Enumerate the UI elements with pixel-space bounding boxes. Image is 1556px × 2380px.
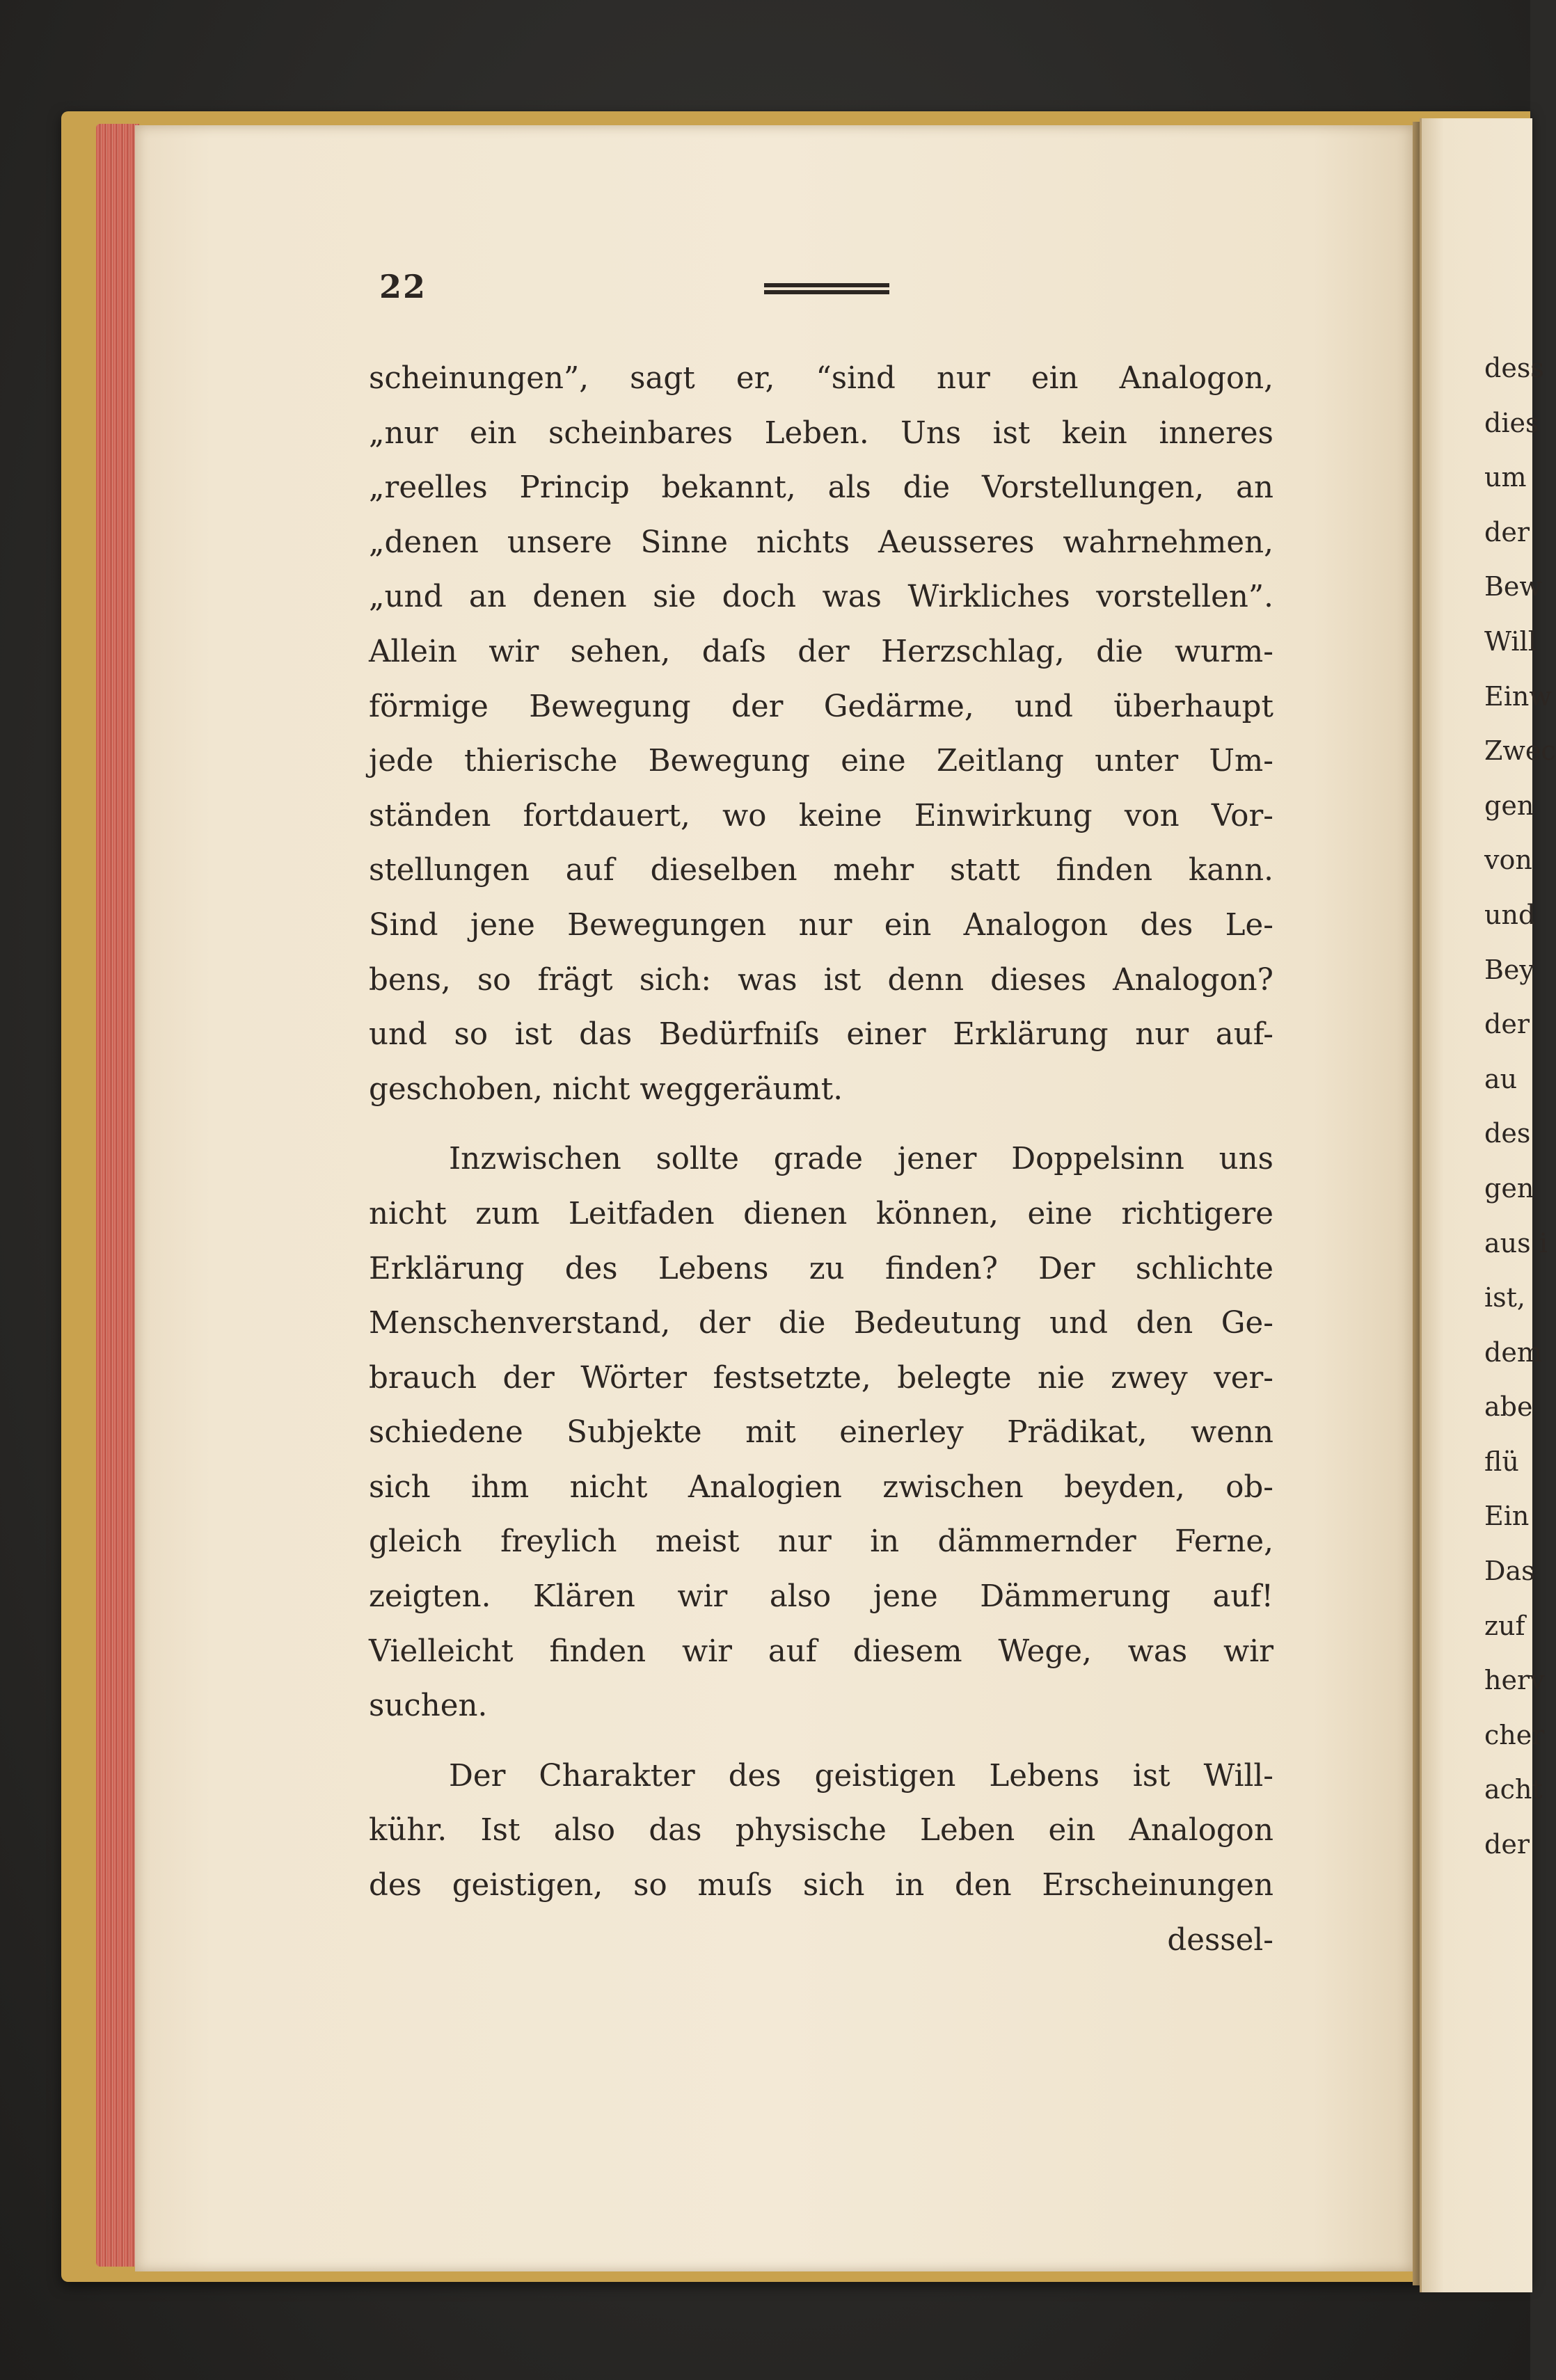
text-line: Der Charakter des geistigen Lebens ist Will- [449, 1758, 1273, 1794]
text-line: suchen. [369, 1688, 488, 1724]
next-page-fragment: gen [1484, 790, 1534, 821]
text-line: brauch der Wörter festsetzte, belegte nie zwey ver- [369, 1360, 1273, 1396]
next-page-fragment: Bey [1484, 954, 1534, 985]
next-page-fragments [1484, 341, 1556, 1872]
next-page-fragment: Das [1484, 1556, 1535, 1587]
text-line: des geistigen, so muſs sich in den Erscheinungen [369, 1868, 1273, 1903]
next-page-fragment: der [1484, 516, 1530, 548]
text-line: förmige Bewegung der Gedärme, und überhaupt [369, 689, 1273, 724]
text-line: Menschenverstand, der die Bedeutung und den Ge- [369, 1306, 1273, 1341]
text-line: „nur ein scheinbares Leben. Uns ist kein inneres [369, 415, 1273, 451]
text-line: Inzwischen sollte grade jener Doppelsinn uns [449, 1142, 1273, 1177]
next-page-fragment: au [1484, 1063, 1518, 1094]
text-line: schiedene Subjekte mit einerley Prädikat, wenn [369, 1415, 1273, 1451]
paragraph-gap [369, 1734, 1273, 1749]
text-line: sich ihm nicht Analogien zwischen beyden, ob- [369, 1469, 1273, 1505]
next-page-fragment: flü [1484, 1446, 1519, 1477]
next-page-fragment: und [1484, 899, 1536, 930]
next-page-fragment: Will [1484, 625, 1537, 657]
next-page-fragment: der [1484, 1009, 1530, 1040]
text-line: scheinungen”, sagt er, “sind nur ein Analogon, [369, 361, 1273, 396]
text-line: Sind jene Bewegungen nur ein Analogon des Le- [369, 907, 1273, 943]
next-page-fragment: dem [1484, 1336, 1542, 1368]
next-page-fragment: von [1484, 845, 1532, 876]
next-page-fragment: abe [1484, 1391, 1533, 1423]
page-edges [96, 124, 139, 2267]
text-line: dessel- [1167, 1922, 1273, 1958]
next-page-fragment: dies [1484, 407, 1539, 438]
next-page-fragment: herv [1484, 1665, 1545, 1696]
next-page-fragment: Zwec [1484, 735, 1556, 767]
text-line: zeigten. Klären wir also jene Dämmerung auf! [369, 1579, 1273, 1615]
text-line: Erklärung des Lebens zu finden? Der schlichte [369, 1251, 1273, 1286]
text-line: „denen unsere Sinne nichts Aeusseres wahrnehmen, [369, 525, 1273, 560]
next-page-fragment: cher [1484, 1719, 1545, 1750]
text-line: und so ist das Bedürfniſs einer Erklärung nur auf- [369, 1017, 1273, 1053]
page-header [379, 268, 1284, 310]
text-line: geschoben, nicht weggeräumt. [369, 1071, 843, 1107]
text-line: „reelles Princip bekannt, als die Vorstellungen, an [369, 470, 1273, 506]
next-page-fragment: gen [1484, 1172, 1534, 1204]
next-page-fragment: dess [1484, 353, 1544, 383]
text-line: kühr. Ist also das physische Leben ein Analogon [369, 1813, 1273, 1848]
page-number: 22 [379, 268, 427, 305]
text-line: nicht zum Leitfaden dienen können, eine richtigere [369, 1196, 1273, 1231]
next-page-fragment: zuf [1484, 1610, 1525, 1641]
next-page-fragment: der [1484, 1829, 1530, 1860]
next-page-fragment: des [1484, 1118, 1531, 1149]
text-line: bens, so frägt sich: was ist denn dieses Analogon? [369, 962, 1273, 998]
header-rule [764, 283, 889, 294]
text-line: gleich freylich meist nur in dämmernder Ferne, [369, 1524, 1273, 1560]
text-line: stellungen auf dieselben mehr statt finden kann. [369, 853, 1273, 888]
text-line: Vielleicht finden wir auf diesem Wege, was wir [369, 1634, 1273, 1669]
page-body-text [369, 351, 1273, 1967]
next-page-fragment: ist, [1484, 1282, 1526, 1313]
next-page-fragment: Bew [1484, 571, 1542, 602]
paragraph-gap [369, 1117, 1273, 1132]
next-page-fragment: aus i [1484, 1227, 1548, 1259]
next-page-fragment: Einw [1484, 680, 1552, 712]
text-line: „und an denen sie doch was Wirkliches vorstellen”. [369, 580, 1273, 615]
next-page-fragment: acht [1484, 1774, 1543, 1805]
text-line: ständen fortdauert, wo keine Einwirkung von Vor- [369, 798, 1273, 833]
next-page-fragment: um [1484, 462, 1527, 493]
text-line: jede thierische Bewegung eine Zeitlang unter Um- [369, 744, 1273, 779]
next-page-fragment: Ein [1484, 1501, 1530, 1532]
text-line: Allein wir sehen, daſs der Herzschlag, die wurm- [369, 634, 1273, 669]
